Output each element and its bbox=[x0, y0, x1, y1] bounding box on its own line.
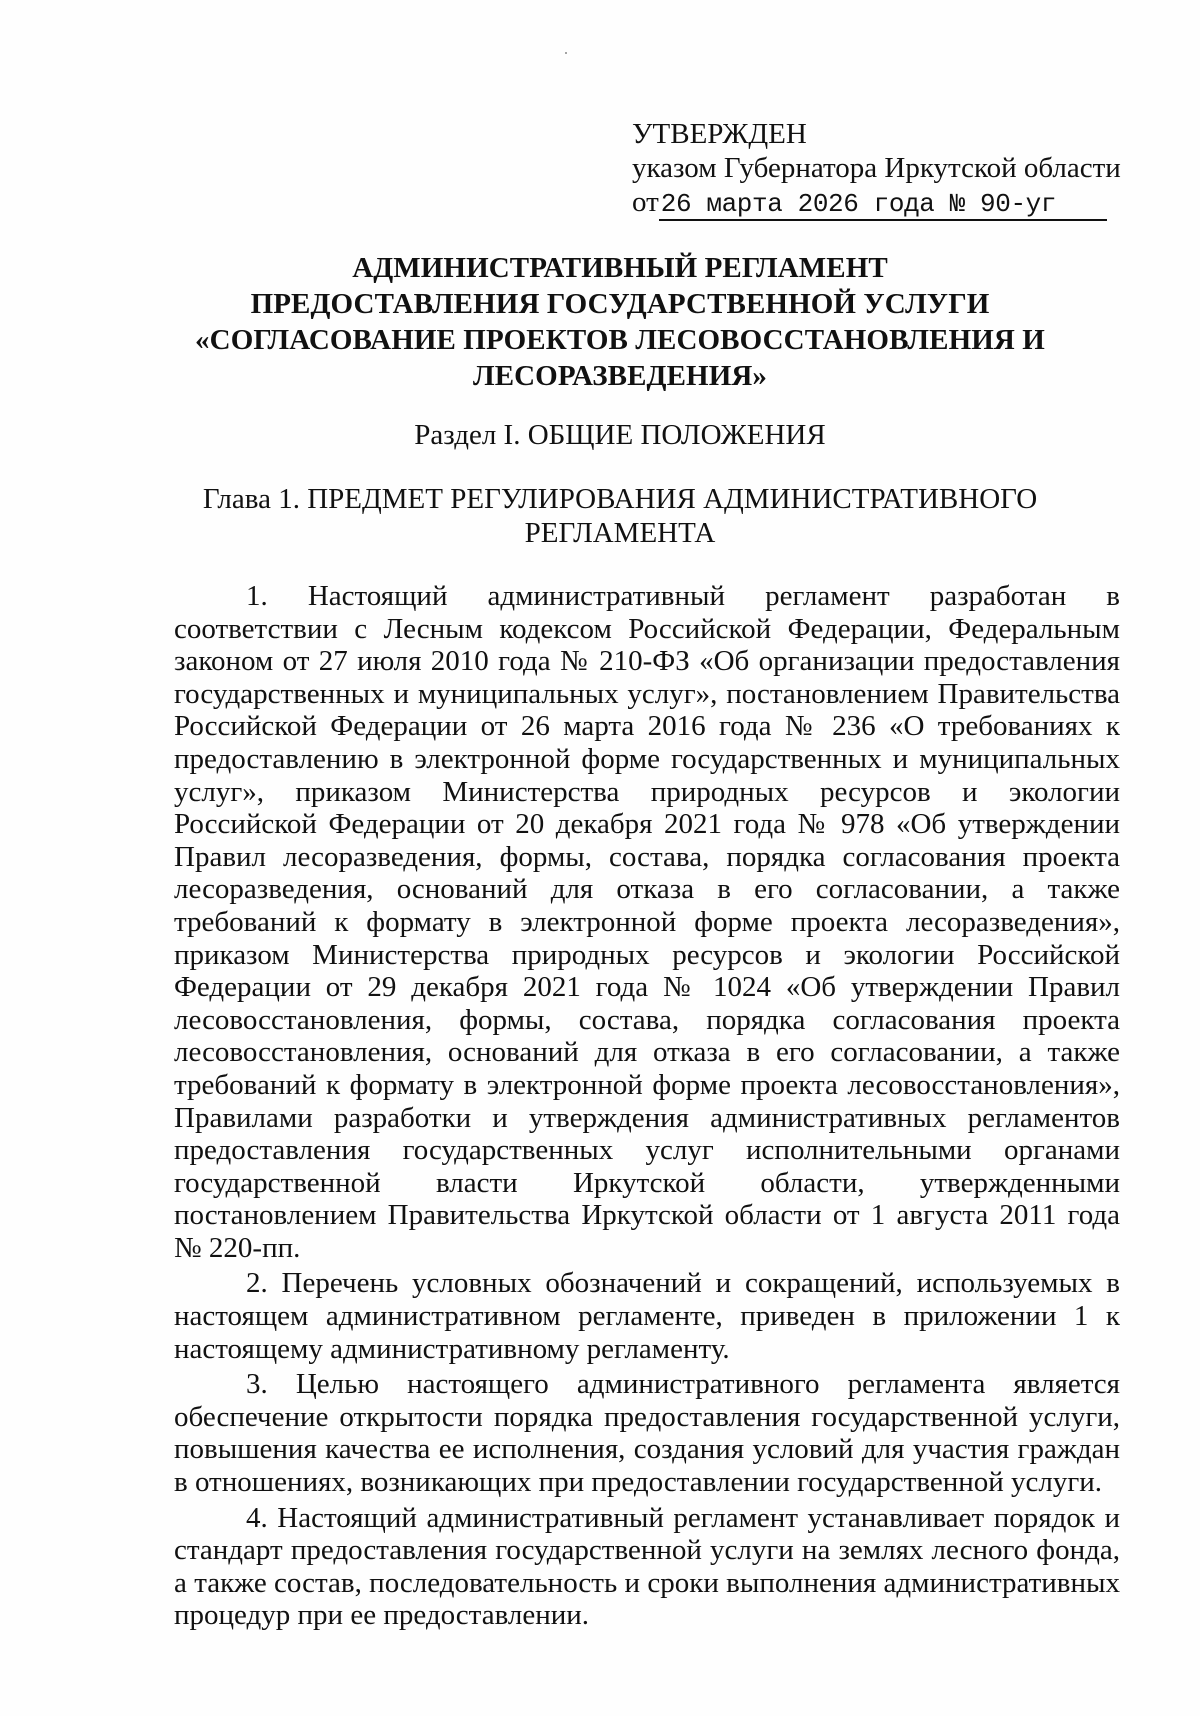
date-prefix: от bbox=[632, 186, 659, 218]
chapter-heading bbox=[120, 482, 1120, 550]
document-body bbox=[174, 580, 1120, 1635]
paragraph-3: 3. Целью настоящего административного регламента является обеспечение открытости порядка предоставления государственной услуги, повышения качества ее исполнения, создания условий для участия граждан в отношениях, возникающих при предоставлении государственной услуги. bbox=[174, 1368, 1120, 1499]
chapter-heading-line-1: Глава 1. ПРЕДМЕТ РЕГУЛИРОВАНИЯ АДМИНИСТРАТИВНОГО bbox=[202, 483, 1038, 515]
title-line-1: АДМИНИСТРАТИВНЫЙ РЕГЛАМЕНТ bbox=[352, 252, 888, 284]
document-title bbox=[120, 250, 1120, 394]
section-heading: Раздел I. ОБЩИЕ ПОЛОЖЕНИЯ bbox=[414, 419, 826, 451]
paragraph-1: 1. Настоящий административный регламент разработан в соответствии с Лесным кодексом Российской Федерации, Федеральным законом от 27 июля 2010 года № 210-ФЗ «Об организации предоставления государственных и муниципальных услуг», постановлением Правительства Российской Федерации от 26 марта 2016 года № 236 «О требованиях к предоставлению в электронной форме государственных и муниципальных услуг», приказом Министерства природных ресурсов и экологии Российской Федерации от 20 декабря 2021 года № 978 «Об утверждении Правил лесоразведения, формы, состава, порядка согласования проекта лесоразведения, оснований для отказа в его согласовании, а также требований к формату в электронной форме проекта лесоразведения», приказом Министерства природных ресурсов и экологии Российской Федерации от 29 декабря 2021 года № 1024 «Об утверждении Правил лесовосстановления, формы, состава, порядка согласования проекта лесовосстановления, оснований для отказа в его согласовании, а также требований к формату в электронной форме проекта лесовосстановления», Правилами разработки и утверждения административных регламентов предоставления государственных услуг исполнительными органами государственной власти Иркутской области, утвержденными постановлением Правительства Иркутской области от 1 августа 2011 года № 220-пп. bbox=[174, 580, 1120, 1264]
chapter-heading-line-2: РЕГЛАМЕНТА bbox=[524, 517, 716, 549]
approval-stamp-title: УТВЕРЖДЕН bbox=[632, 118, 807, 150]
paragraph-4: 4. Настоящий административный регламент устанавливает порядок и стандарт предоставления государственной услуги на землях лесного фонда, а также состав, последовательность и сроки выполнения административных процедур при ее предоставлении. bbox=[174, 1501, 1120, 1632]
title-line-3: «СОГЛАСОВАНИЕ ПРОЕКТОВ ЛЕСОВОССТАНОВЛЕНИЯ И bbox=[195, 324, 1045, 356]
title-line-4: ЛЕСОРАЗВЕДЕНИЯ» bbox=[472, 360, 768, 392]
approval-date-line bbox=[632, 185, 1112, 221]
approval-decree-text: указом Губернатора Иркутской области bbox=[632, 152, 1121, 184]
paragraph-2: 2. Перечень условных обозначений и сокращений, используемых в настоящем административном регламенте, приведен в приложении 1 к настоящему административному регламенту. bbox=[174, 1267, 1120, 1365]
scan-speck bbox=[565, 52, 567, 54]
approval-block bbox=[632, 117, 1121, 221]
decree-date-number: 26 марта 2026 года № 90-уг bbox=[659, 189, 1107, 221]
title-line-2: ПРЕДОСТАВЛЕНИЯ ГОСУДАРСТВЕННОЙ УСЛУГИ bbox=[250, 288, 990, 320]
